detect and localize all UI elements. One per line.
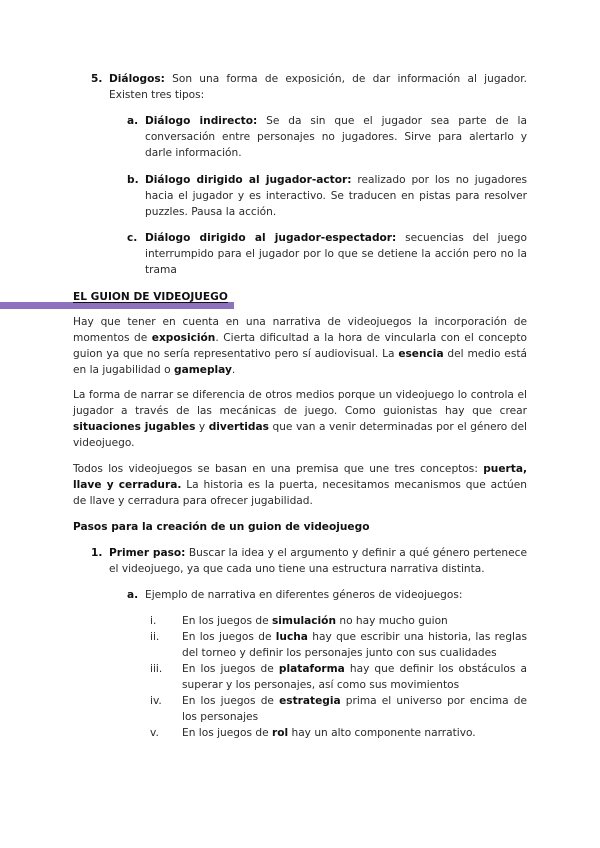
text: En los juegos de: [182, 727, 272, 739]
sub-body: Se da sin que el jugador sea parte de la conversación entre personajes no jugadores. Sirve para alertarlo y darle información.: [145, 115, 527, 159]
roman-numeral: v.: [150, 727, 159, 739]
sub-item-text: Ejemplo de narrativa en diferentes géneros de videojuegos:: [145, 589, 463, 601]
sub-heading: Diálogo indirecto:: [145, 115, 258, 127]
sub-heading: Diálogo dirigido al jugador-actor:: [145, 174, 352, 186]
example-item: [182, 629, 527, 661]
text: hay que escribir una historia, las reglas del torneo y definir los personajes junto con sus cualidades: [182, 631, 527, 659]
sub-heading: Diálogo dirigido al jugador-espectador:: [145, 232, 397, 244]
sub-item-text: [145, 230, 527, 278]
text: prima el universo por encima de los personajes: [182, 695, 527, 723]
bold-text: divertidas: [208, 421, 269, 433]
bold-text: puerta, llave y cerradura.: [73, 463, 527, 491]
text: hay un alto componente narrativo.: [288, 727, 476, 739]
item-body: Buscar la idea y el argumento y definir a qué género pertenece el videojuego, ya que cada uno tiene una estructura narrativa distinta.: [109, 547, 527, 575]
sub-body: secuencias del juego interrumpido para el jugador por lo que se detiene la acción pero no la trama: [145, 232, 527, 276]
example-item: [182, 613, 527, 629]
item-heading: Diálogos:: [109, 73, 165, 85]
item-body: Son una forma de exposición, de dar información al jugador. Existen tres tipos:: [109, 73, 527, 101]
text: En los juegos de: [182, 615, 272, 627]
list-item-text: [109, 71, 527, 103]
sub-letter: c.: [127, 232, 138, 244]
sub-letter: a.: [127, 589, 139, 601]
paragraph-3: [73, 461, 527, 509]
bold-text: rol: [271, 727, 289, 739]
text: En los juegos de: [182, 695, 280, 707]
bold-text: esencia: [398, 348, 444, 360]
text: . Cierta dificultad a la hora de vincularla con el concepto guion ya que no sería representativo pero sí audiovisual. La: [73, 332, 528, 360]
steps-heading: Pasos para la creación de un guion de videojuego: [73, 521, 370, 533]
bold-text: exposición: [151, 332, 216, 344]
section-title: EL GUION DE VIDEOJUEGO: [73, 291, 228, 303]
sub-item-text: [145, 113, 527, 161]
bold-text: simulación: [271, 615, 336, 627]
paragraph-1: [73, 314, 527, 378]
text: hay que definir los obstáculos a superar y los personajes, así como sus movimientos: [182, 663, 527, 691]
list-item-text: [109, 545, 527, 577]
bold-text: lucha: [275, 631, 308, 643]
bold-text: gameplay: [174, 364, 232, 376]
bold-text: estrategia: [279, 695, 341, 707]
text: La historia es la puerta, necesitamos mecanismos que actúen de llave y cerradura para ofrecer jugabilidad.: [73, 479, 527, 507]
example-item: [182, 693, 527, 725]
text: que van a venir determinadas por el género del videojuego.: [73, 421, 527, 449]
sub-letter: b.: [127, 174, 139, 186]
roman-numeral: iii.: [150, 663, 163, 675]
paragraph-2: [73, 387, 527, 451]
text: del medio está en la jugabilidad o: [73, 348, 527, 376]
text: En los juegos de: [182, 663, 279, 675]
bold-text: situaciones jugables: [73, 421, 196, 433]
sub-body: realizado por los no jugadores hacia el jugador y es interactivo. Se traducen en pistas para resolver puzzles. Pausa la acción.: [145, 174, 527, 218]
text: .: [231, 364, 236, 376]
roman-numeral: iv.: [150, 695, 162, 707]
example-item: [182, 661, 527, 693]
roman-numeral: i.: [150, 615, 157, 627]
item-heading: Primer paso:: [109, 547, 186, 559]
text: y: [195, 421, 209, 433]
text: no hay mucho guion: [336, 615, 448, 627]
text: Hay que tener en cuenta en una narrativa de videojuegos la incorporación de momentos de: [73, 316, 527, 344]
text: La forma de narrar se diferencia de otros medios porque un videojuego lo controla el jugador a través de las mecánicas de juego. Como guionistas hay que crear: [73, 389, 527, 417]
text: En los juegos de: [182, 631, 276, 643]
bold-text: plataforma: [278, 663, 345, 675]
sub-letter: a.: [127, 115, 139, 127]
list-number: 5.: [91, 73, 103, 85]
roman-numeral: ii.: [150, 631, 160, 643]
list-number: 1.: [91, 547, 103, 559]
example-item: [182, 725, 527, 741]
text: Todos los videojuegos se basan en una premisa que une tres conceptos:: [73, 463, 484, 475]
sub-item-text: [145, 172, 527, 220]
